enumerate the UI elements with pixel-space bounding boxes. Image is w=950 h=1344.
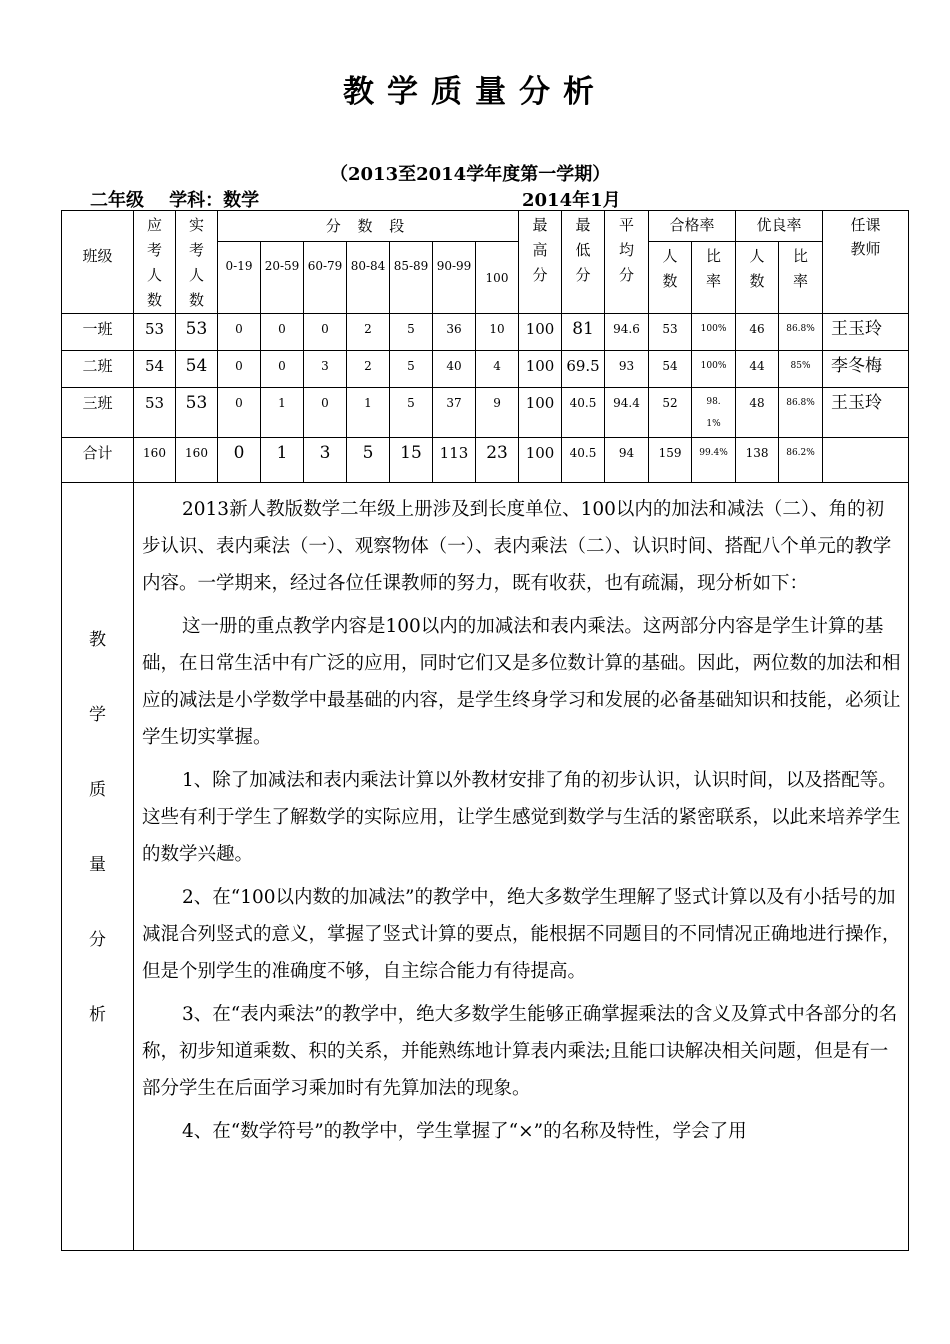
cell-pass-ratio: 100% (692, 351, 736, 388)
band-85-89: 85-89 (390, 242, 433, 314)
analysis-label: 教 学 质 量 分 析 (62, 483, 134, 1251)
analysis-row (62, 483, 909, 1251)
cell-pass-ratio: 98.1% (692, 388, 736, 438)
cell-pass-count: 52 (649, 388, 692, 438)
cell-band: 2 (347, 351, 390, 388)
cell-band: 0 (218, 388, 261, 438)
cell-expected: 160 (134, 438, 176, 483)
cell-band: 40 (433, 351, 476, 388)
cell-band: 0 (218, 438, 261, 483)
band-60-79: 60-79 (304, 242, 347, 314)
analysis-paragraph: 2、在“100以内数的加减法”的教学中，绝大多数学生理解了竖式计算以及有小括号的加减混合列竖式的意义，掌握了竖式计算的要点，能根据不同题目的不同情况正确地进行操作，但是个别学生的准确度不够，自主综合能力有待提高。 (142, 887, 901, 982)
cell-band: 37 (433, 388, 476, 438)
report-date: 2014年1月 (522, 190, 621, 211)
cell-band: 1 (261, 438, 304, 483)
cell-band: 9 (476, 388, 519, 438)
term-subtitle: （2013至2014学年度第一学期） (330, 164, 611, 185)
table-row (62, 314, 909, 351)
table-row (62, 388, 909, 438)
cell-exc-ratio: 85% (779, 351, 823, 388)
header-min: 最低分 (562, 211, 605, 314)
analysis-paragraph: 2013新人教版数学二年级上册涉及到长度单位、100以内的加法和减法（二）、角的初步认识、表内乘法（一）、观察物体（一）、表内乘法（二）、认识时间、搭配八个单元的教学内容。一学期来，经过各位任课教师的努力，既有收获，也有疏漏，现分析如下： (142, 499, 892, 594)
cell-band: 5 (390, 388, 433, 438)
cell-exc-ratio: 86.8% (779, 314, 823, 351)
band-0-19: 0-19 (218, 242, 261, 314)
header-pass: 合格率 (649, 211, 736, 242)
cell-class: 一班 (62, 314, 134, 351)
header-teacher: 任课教师 (823, 211, 909, 314)
band-100: 100 (476, 242, 519, 314)
cell-pass-ratio: 100% (692, 314, 736, 351)
cell-actual: 53 (176, 314, 218, 351)
analysis-body (134, 483, 909, 1251)
cell-exc-ratio: 86.8% (779, 388, 823, 438)
cell-actual: 160 (176, 438, 218, 483)
header-excellent: 优良率 (736, 211, 823, 242)
header-pass-count: 人数 (649, 242, 692, 314)
cell-band: 5 (347, 438, 390, 483)
cell-band: 113 (433, 438, 476, 483)
cell-expected: 53 (134, 388, 176, 438)
cell-band: 3 (304, 351, 347, 388)
header-avg: 平均分 (605, 211, 649, 314)
cell-max: 100 (519, 314, 562, 351)
cell-min: 40.5 (562, 438, 605, 483)
cell-class: 二班 (62, 351, 134, 388)
header-score-band: 分 数 段 (218, 211, 519, 242)
analysis-paragraph: 这一册的重点教学内容是100以内的加减法和表内乘法。这两部分内容是学生计算的基础，在日常生活中有广泛的应用，同时它们又是多位数计算的基础。因此，两位数的加法和相应的减法是小学数学中最基础的内容，是学生终身学习和发展的必备基础知识和技能，必须让学生切实掌握。 (142, 616, 901, 748)
cell-band: 3 (304, 438, 347, 483)
cell-expected: 53 (134, 314, 176, 351)
cell-band: 0 (218, 351, 261, 388)
cell-band: 23 (476, 438, 519, 483)
band-20-59: 20-59 (261, 242, 304, 314)
cell-band: 1 (261, 388, 304, 438)
header-max: 最高分 (519, 211, 562, 314)
cell-band: 15 (390, 438, 433, 483)
band-90-99: 90-99 (433, 242, 476, 314)
cell-teacher (823, 438, 909, 483)
analysis-paragraph: 3、在“表内乘法”的教学中，绝大多数学生能够正确掌握乘法的含义及算式中各部分的名称，初步知道乘数、积的关系，并能熟练地计算表内乘法;且能口诀解决相关问题，但是有一部分学生在后面学习乘加时有先算加法的现象。 (142, 1004, 898, 1099)
analysis-paragraph: 1、除了加减法和表内乘法计算以外教材安排了角的初步认识，认识时间，以及搭配等。这些有利于学生了解数学的实际应用，让学生感觉到数学与生活的紧密联系，以此来培养学生的数学兴趣。 (142, 770, 901, 865)
cell-pass-ratio: 99.4% (692, 438, 736, 483)
cell-class: 合计 (62, 438, 134, 483)
cell-band: 0 (261, 314, 304, 351)
page-title: 教学质量分析 (343, 74, 607, 110)
header-expected: 应考人数 (134, 211, 176, 314)
header-exc-ratio: 比率 (779, 242, 823, 314)
cell-teacher: 李冬梅 (823, 351, 909, 388)
score-table (61, 210, 909, 1251)
header-pass-ratio: 比率 (692, 242, 736, 314)
cell-band: 2 (347, 314, 390, 351)
cell-pass-count: 53 (649, 314, 692, 351)
cell-band: 0 (261, 351, 304, 388)
cell-band: 0 (218, 314, 261, 351)
header-exc-count: 人数 (736, 242, 779, 314)
cell-exc-ratio: 86.2% (779, 438, 823, 483)
table-row (62, 351, 909, 388)
cell-avg: 94.6 (605, 314, 649, 351)
cell-band: 36 (433, 314, 476, 351)
cell-exc-count: 44 (736, 351, 779, 388)
cell-avg: 94 (605, 438, 649, 483)
cell-band: 0 (304, 388, 347, 438)
cell-exc-count: 48 (736, 388, 779, 438)
cell-actual: 54 (176, 351, 218, 388)
cell-pass-count: 159 (649, 438, 692, 483)
cell-band: 4 (476, 351, 519, 388)
cell-min: 40.5 (562, 388, 605, 438)
cell-teacher: 王玉玲 (823, 388, 909, 438)
table-row (62, 438, 909, 483)
cell-max: 100 (519, 351, 562, 388)
cell-min: 81 (562, 314, 605, 351)
cell-pass-count: 54 (649, 351, 692, 388)
cell-band: 0 (304, 314, 347, 351)
band-80-84: 80-84 (347, 242, 390, 314)
cell-actual: 53 (176, 388, 218, 438)
cell-avg: 94.4 (605, 388, 649, 438)
cell-band: 5 (390, 351, 433, 388)
cell-class: 三班 (62, 388, 134, 438)
cell-expected: 54 (134, 351, 176, 388)
cell-max: 100 (519, 388, 562, 438)
analysis-paragraph: 4、在“数学符号”的教学中，学生掌握了“×”的名称及特性，学会了用 (182, 1121, 747, 1142)
cell-band: 5 (390, 314, 433, 351)
cell-max: 100 (519, 438, 562, 483)
cell-band: 1 (347, 388, 390, 438)
header-actual: 实考人数 (176, 211, 218, 314)
cell-band: 10 (476, 314, 519, 351)
header-class: 班级 (62, 211, 134, 314)
cell-exc-count: 46 (736, 314, 779, 351)
cell-avg: 93 (605, 351, 649, 388)
grade-subject: 二年级 学科：数学 (90, 190, 260, 211)
cell-teacher: 王玉玲 (823, 314, 909, 351)
cell-exc-count: 138 (736, 438, 779, 483)
cell-min: 69.5 (562, 351, 605, 388)
